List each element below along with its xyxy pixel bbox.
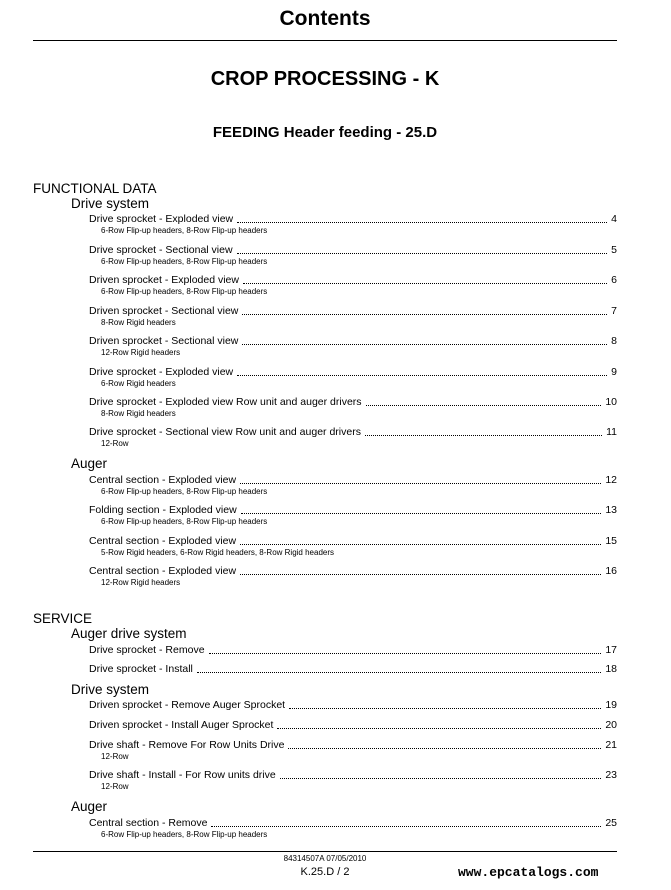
- dot-leader: [277, 727, 601, 729]
- watermark-url[interactable]: www.epcatalogs.com: [458, 865, 599, 880]
- toc-entry-page: 4: [611, 213, 617, 225]
- group-title-drive-system: Drive system: [71, 196, 150, 211]
- toc-entry-title: Driven sprocket - Sectional view: [89, 305, 239, 317]
- toc-entry-title: Driven sprocket - Install Auger Sprocket: [89, 719, 274, 731]
- toc-entry[interactable]: [89, 503, 617, 517]
- group-title-auger: Auger: [71, 799, 108, 814]
- toc-entry-applicability: 12-Row: [101, 752, 129, 761]
- toc-entry-applicability: 6-Row Flip-up headers, 8-Row Flip-up headers: [101, 226, 268, 235]
- dot-leader: [237, 252, 608, 254]
- toc-entry-page: 11: [606, 426, 617, 438]
- toc-entry[interactable]: [89, 738, 617, 752]
- toc-entry-applicability: 6-Row Flip-up headers, 8-Row Flip-up headers: [101, 257, 268, 266]
- toc-entry-page: 7: [611, 305, 617, 317]
- toc-entry-title: Drive shaft - Install - For Row units drive: [89, 769, 276, 781]
- dot-leader: [365, 434, 602, 436]
- dot-leader: [280, 777, 602, 779]
- group-title-auger: Auger: [71, 456, 108, 471]
- dot-leader: [240, 573, 601, 575]
- toc-entry-title: Driven sprocket - Sectional view: [89, 335, 239, 347]
- toc-entry-page: 13: [605, 504, 617, 516]
- toc-entry-applicability: 12-Row: [101, 782, 129, 791]
- toc-entry-page: 16: [605, 565, 617, 577]
- dot-leader: [240, 482, 601, 484]
- toc-entry[interactable]: [89, 564, 617, 578]
- group-title-drive-system: Drive system: [71, 682, 150, 697]
- toc-entry-title: Drive shaft - Remove For Row Units Drive: [89, 739, 285, 751]
- toc-entry-title: Central section - Remove: [89, 817, 208, 829]
- toc-entry-page: 21: [605, 739, 617, 751]
- toc-entry[interactable]: [89, 768, 617, 782]
- toc-entry-page: 10: [605, 396, 617, 408]
- toc-entry[interactable]: [89, 816, 617, 830]
- toc-entry-applicability: 6-Row Flip-up headers, 8-Row Flip-up headers: [101, 287, 268, 296]
- dot-leader: [366, 404, 602, 406]
- toc-entry-applicability: 6-Row Flip-up headers, 8-Row Flip-up headers: [101, 487, 268, 496]
- section-title-service: SERVICE: [33, 611, 93, 626]
- main-heading: CROP PROCESSING - K: [210, 68, 440, 90]
- toc-entry[interactable]: [89, 365, 617, 379]
- section-title-functional-data: FUNCTIONAL DATA: [33, 181, 157, 196]
- toc-entry-page: 5: [611, 244, 617, 256]
- sub-heading: FEEDING Header feeding - 25.D: [212, 124, 438, 141]
- toc-entry[interactable]: [89, 662, 617, 676]
- toc-entry-title: Drive sprocket - Exploded view: [89, 366, 234, 378]
- dot-leader: [240, 543, 601, 545]
- toc-entry-applicability: 8-Row Rigid headers: [101, 409, 176, 418]
- toc-entry-applicability: 8-Row Rigid headers: [101, 318, 176, 327]
- top-divider: [33, 40, 617, 41]
- toc-entry-title: Drive sprocket - Sectional view: [89, 244, 233, 256]
- toc-entry-title: Drive sprocket - Exploded view: [89, 213, 234, 225]
- toc-entry[interactable]: [89, 534, 617, 548]
- dot-leader: [209, 652, 602, 654]
- dot-leader: [197, 671, 601, 673]
- dot-leader: [241, 512, 602, 514]
- footer-doc-code: 84314507A 07/05/2010: [283, 854, 367, 863]
- toc-entry[interactable]: [89, 212, 617, 226]
- toc-entry-page: 9: [611, 366, 617, 378]
- toc-entry[interactable]: [89, 273, 617, 287]
- toc-entry-title: Central section - Exploded view: [89, 535, 237, 547]
- dot-leader: [242, 313, 607, 315]
- toc-entry-title: Drive sprocket - Install: [89, 663, 193, 675]
- toc-entry-title: Drive sprocket - Exploded view Row unit and auger drivers: [89, 396, 362, 408]
- toc-entry-page: 8: [611, 335, 617, 347]
- toc-entry-title: Driven sprocket - Remove Auger Sprocket: [89, 699, 286, 711]
- bottom-divider: [33, 851, 617, 852]
- dot-leader: [237, 221, 607, 223]
- toc-entry-applicability: 12-Row: [101, 439, 129, 448]
- toc-entry-title: Driven sprocket - Exploded view: [89, 274, 239, 286]
- dot-leader: [243, 282, 607, 284]
- toc-entry[interactable]: [89, 718, 617, 732]
- dot-leader: [289, 707, 601, 709]
- toc-entry-title: Folding section - Exploded view: [89, 504, 237, 516]
- toc-entry-page: 23: [605, 769, 617, 781]
- toc-entry[interactable]: [89, 304, 617, 318]
- toc-entry-page: 20: [605, 719, 617, 731]
- toc-entry-page: 6: [611, 274, 617, 286]
- dot-leader: [237, 374, 607, 376]
- toc-entry-page: 19: [605, 699, 617, 711]
- toc-entry[interactable]: [89, 643, 617, 657]
- group-title-auger-drive-system: Auger drive system: [71, 626, 187, 641]
- toc-entry-applicability: 5-Row Rigid headers, 6-Row Rigid headers, 8-Row Rigid headers: [101, 548, 334, 557]
- toc-entry-applicability: 6-Row Flip-up headers, 8-Row Flip-up headers: [101, 517, 268, 526]
- footer-page-ref: K.25.D / 2: [300, 866, 350, 878]
- dot-leader: [211, 825, 601, 827]
- toc-entry-title: Drive sprocket - Sectional view Row unit and auger drivers: [89, 426, 361, 438]
- toc-entry[interactable]: [89, 243, 617, 257]
- toc-entry-page: 17: [605, 644, 617, 656]
- toc-entry-title: Drive sprocket - Remove: [89, 644, 205, 656]
- toc-entry-applicability: 12-Row Rigid headers: [101, 348, 181, 357]
- toc-entry[interactable]: [89, 473, 617, 487]
- toc-entry-page: 18: [605, 663, 617, 675]
- toc-entry[interactable]: [89, 698, 617, 712]
- dot-leader: [242, 343, 607, 345]
- toc-entry[interactable]: [89, 334, 617, 348]
- toc-entry[interactable]: [89, 425, 617, 439]
- toc-entry-page: 12: [605, 474, 617, 486]
- toc-entry-applicability: 6-Row Flip-up headers, 8-Row Flip-up headers: [101, 830, 268, 839]
- toc-entry-page: 15: [605, 535, 617, 547]
- toc-entry-title: Central section - Exploded view: [89, 474, 237, 486]
- dot-leader: [288, 747, 601, 749]
- toc-entry-title: Central section - Exploded view: [89, 565, 237, 577]
- page-title: Contents: [279, 7, 371, 30]
- toc-entry-applicability: 12-Row Rigid headers: [101, 578, 181, 587]
- toc-entry-page: 25: [605, 817, 617, 829]
- toc-entry-applicability: 6-Row Rigid headers: [101, 379, 176, 388]
- toc-entry[interactable]: [89, 395, 617, 409]
